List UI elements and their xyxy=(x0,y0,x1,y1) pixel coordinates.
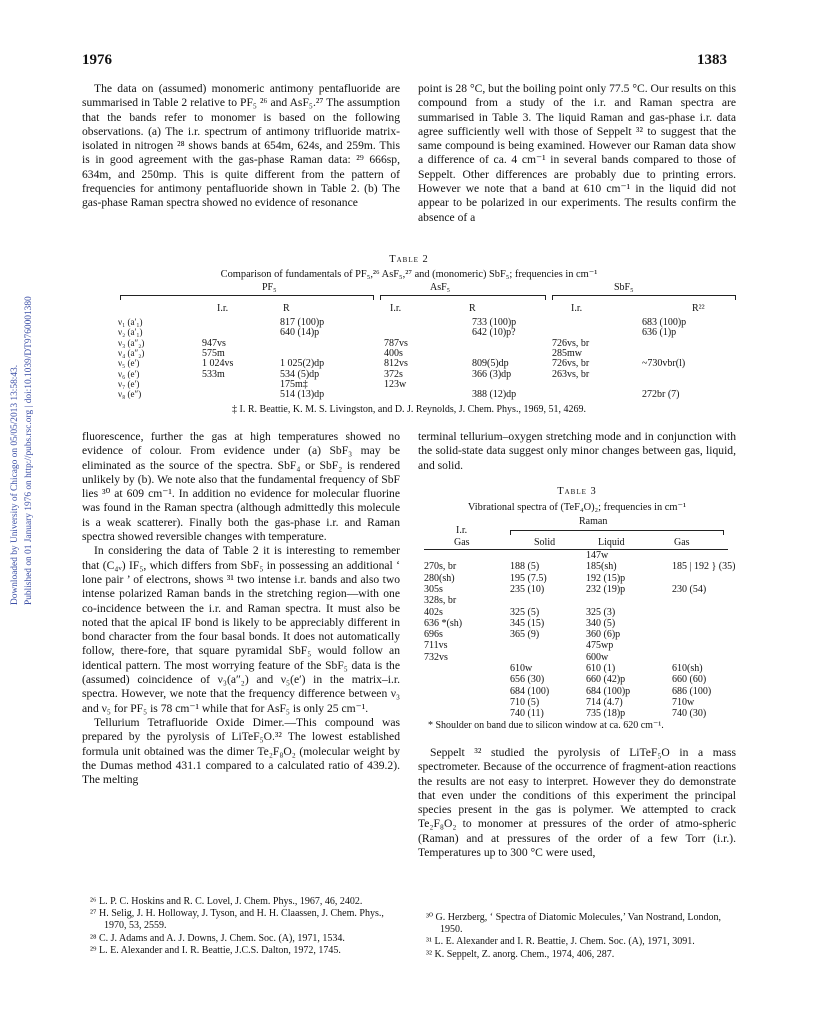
table2-mode: ν₅ (e′) xyxy=(118,358,140,369)
table3-caption: Vibrational spectra of (TeF₄O)₂; frequencies in cm⁻¹ xyxy=(467,502,687,513)
table2-cell: 809(5)dp xyxy=(472,358,509,370)
table3-label: Table 3 xyxy=(557,486,597,497)
table3-cell: 235 (10) xyxy=(510,583,545,595)
table2-brace xyxy=(380,295,546,300)
table2-cell: 400s xyxy=(384,347,403,359)
table2-brace xyxy=(552,295,736,300)
table3-footnote: * Shoulder on band due to silicon window at ca. 620 cm⁻¹. xyxy=(428,720,664,731)
table3-head-gas-raman: Gas xyxy=(674,537,690,548)
mid-right-column xyxy=(418,430,736,473)
table2-mode: ν₄ (a″₂) xyxy=(118,347,145,358)
table2-subhead: R xyxy=(469,303,476,314)
table3 xyxy=(418,516,736,724)
table2-mode: ν₂ (a′₁) xyxy=(118,327,143,338)
table3-cell: 402s xyxy=(424,606,443,618)
table2-label: Table 2 xyxy=(389,254,429,265)
paragraph: The data on (assumed) monomeric antimony pentafluoride are summarised in Table 2 relative to PF₅ ²⁶ and AsF₅.²⁷ The assumption that the bands refer to monomer is based on the following observations. (a) The i.r. spectrum of antimony trifluoride matrix-isolated in nitrogen ²⁸ shows bands at 654m, 624s, and 259m. This is in good agreement with the gas-phase Raman data: ²⁹ 666sp, 634m, and 250mp. This is quite different from the pattern of frequencies for antimony pentafluoride shown in Table 2. (b) The gas-phase Raman spectra showed no evidence of resonance xyxy=(82,82,400,210)
table3-cell: 280(sh) xyxy=(424,572,455,584)
table3-cell: 610 (1) xyxy=(586,663,616,674)
table3-cell: 270s, br xyxy=(424,561,457,573)
table2-cell: 534 (5)dp xyxy=(280,368,320,380)
table2-mode: ν₁ (a′₁) xyxy=(118,317,143,327)
table3-cell: 610w xyxy=(510,663,533,674)
paragraph: terminal tellurium–oxygen stretching mode and in conjunction with the solid-state data suggest only minor changes between gas, liquid, and solid. xyxy=(418,430,736,472)
table3-cell: 710w xyxy=(672,696,695,708)
bottom-right-column xyxy=(418,746,736,860)
table2-cell: 733 (100)p xyxy=(472,317,517,328)
table3-cell: 230 (54) xyxy=(672,583,707,595)
table3-brace xyxy=(510,530,724,535)
table2-cell: 947vs xyxy=(202,337,226,349)
table2-cell: 388 (12)dp xyxy=(472,389,517,401)
table3-raman-head: Raman xyxy=(579,516,608,527)
table2-cell: 787vs xyxy=(384,337,408,349)
table3-cell: 714 (4.7) xyxy=(586,696,623,708)
table2-cell: 272br (7) xyxy=(642,389,680,401)
table2-group-pf5: PF₅ xyxy=(262,282,277,293)
table2-cell: 726vs, br xyxy=(552,358,590,370)
table2-cell: 372s xyxy=(384,368,403,380)
table2-cell: 1 025(2)dp xyxy=(280,358,325,370)
reference: ³² K. Seppelt, Z. anorg. Chem., 1974, 406, 287. xyxy=(426,948,615,960)
reference: ²⁷ H. Selig, J. H. Holloway, J. Tyson, and H. H. Claassen, J. Chem. Phys., 1970, 53, 2559. xyxy=(90,908,384,932)
table2-footnote: ‡ I. R. Beattie, K. M. S. Livingston, and D. J. Reynolds, J. Chem. Phys., 1969, 51, 4269. xyxy=(232,404,586,415)
table2-cell: 263vs, br xyxy=(552,368,590,380)
table3-cell: 345 (15) xyxy=(510,617,545,629)
paragraph: fluorescence, further the gas at high temperatures showed no evidence of colour. From evidence under (a) SbF₃ may be eliminated as the source of the spectra. SbF₄ or SbF₂ is rendered unlikely by (b). We note also that the fundamental frequency of SbF lies ³⁰ at 609 cm⁻¹. In addition no evidence for molecular fluorine was found in the Raman spectra (although admittedly this molecule is a weak scatterer). Finally both the gas-phase i.r. and Raman spectra showed reversible changes with temperature. xyxy=(82,430,400,544)
top-right-column xyxy=(418,82,736,225)
table2-cell: 175m‡ xyxy=(280,378,308,390)
table2-cell: ~730vbr(l) xyxy=(642,358,686,370)
table3-cell: 610(sh) xyxy=(672,663,703,674)
mid-left-column xyxy=(82,430,400,787)
reference: ³⁰ G. Herzberg, ‘ Spectra of Diatomic Molecules,’ Van Nostrand, London, 1950. xyxy=(426,912,721,936)
table2-cell: 683 (100)p xyxy=(642,317,687,328)
reference: ²⁶ L. P. C. Hoskins and R. C. Lovel, J. Chem. Phys., 1967, 46, 2402. xyxy=(90,896,363,907)
table3-cell: 735 (18)p xyxy=(586,708,626,720)
table2-cell: 642 (10)p? xyxy=(472,327,516,339)
reference: ²⁸ C. J. Adams and A. J. Downs, J. Chem. Soc. (A), 1971, 1534. xyxy=(90,932,345,944)
table3-cell: 711vs xyxy=(424,640,448,652)
table3-cell: 232 (19)p xyxy=(586,583,626,595)
table3-cell: 660 (60) xyxy=(672,674,707,686)
references-right xyxy=(418,912,736,961)
table2-group-asf5: AsF₅ xyxy=(430,282,451,293)
table3-cell: 740 (30) xyxy=(672,708,707,720)
table2-cell: 817 (100)p xyxy=(280,317,325,328)
table3-cell: 660 (42)p xyxy=(586,674,626,686)
paragraph: Tellurium Tetrafluoride Oxide Dimer.—This compound was prepared by the pyrolysis of LiTeF₅O.³² The lowest established formula unit obtained was the dimer Te₂F₈O₂ (molecular weight by the Dumas method 431.1 compared to a calculated ratio of 439.2). The melting xyxy=(82,715,400,787)
top-left-column xyxy=(82,82,400,211)
watermark-line-2: Published on 01 January 1976 on http://pubs.rsc.org | doi:10.1039/DT9760001380 xyxy=(24,296,34,605)
watermark-line-1: Downloaded by University of Chicago on 05/05/2013 13:58:43. xyxy=(10,364,20,605)
table3-cell: 185(sh) xyxy=(586,561,617,573)
table3-cell: 360 (6)p xyxy=(586,629,621,641)
table2-mode: ν₇ (e′) xyxy=(118,378,140,389)
table3-cell: 684 (100) xyxy=(510,685,550,697)
table3-cell: 192 (15)p xyxy=(586,572,626,584)
table3-cell: 365 (9) xyxy=(510,629,540,641)
table3-head-ir: I.r. xyxy=(456,525,468,536)
table3-cell: 740 (11) xyxy=(510,708,544,720)
table3-cell: 686 (100) xyxy=(672,685,712,697)
table3-cell: 696s xyxy=(424,629,443,641)
table2-cell: 366 (3)dp xyxy=(472,368,512,380)
table2-cell: 533m xyxy=(202,368,225,380)
table3-cell: 684 (100)p xyxy=(586,685,631,697)
table2-cell: 514 (13)dp xyxy=(280,389,325,401)
paragraph: Seppelt ³² studied the pyrolysis of LiTeF₅O in a mass spectrometer. Because of the occurrence of fragment-ation reactions the results are not easy to interpret. However they do demonstrate that even under the conditions of this experiment the principal species present in the gas is polymer. We attempted to crack Te₂F₈O₂ to monomer at pressures of the order of atmo-spheric (Raman) and at pressures of the order of a few Torr (i.r.). Temperatures up to 300 °C were used, xyxy=(418,746,736,860)
table3-cell: 305s xyxy=(424,583,443,595)
table3-cell: 328s, br xyxy=(424,595,457,607)
table3-cell: 710 (5) xyxy=(510,696,540,708)
table3-cell: 185 | 192 } (35) xyxy=(672,561,736,573)
table2-cell: 726vs, br xyxy=(552,337,590,349)
table3-cell: 147w xyxy=(586,550,609,561)
table3-body xyxy=(418,550,736,722)
table2-cell: 636 (1)p xyxy=(642,327,677,339)
table3-cell: 340 (5) xyxy=(586,617,616,629)
table2-subhead: I.r. xyxy=(390,303,402,314)
table3-cell: 656 (30) xyxy=(510,674,545,686)
left-page-number: 1976 xyxy=(82,52,112,68)
table2-cell: 640 (14)p xyxy=(280,327,320,339)
right-page-number: 1383 xyxy=(697,52,727,68)
reference: ²⁹ L. E. Alexander and I. R. Beattie, J.C.S. Dalton, 1972, 1745. xyxy=(90,944,341,956)
table2-caption: Comparison of fundamentals of PF₅,²⁶ AsF₅,²⁷ and (monomeric) SbF₅; frequencies in cm⁻¹ xyxy=(220,269,598,280)
table2-subhead: R²² xyxy=(692,303,705,314)
table2-mode: ν₆ (e′) xyxy=(118,368,140,379)
table2-cell: 1 024vs xyxy=(202,358,234,370)
table3-cell: 195 (7.5) xyxy=(510,572,547,584)
table2-mode: ν₈ (e″) xyxy=(118,389,142,400)
table2 xyxy=(82,282,736,400)
table3-cell: 325 (5) xyxy=(510,606,540,618)
table3-cell: 732vs xyxy=(424,651,448,663)
table2-cell: 812vs xyxy=(384,358,408,370)
table2-body xyxy=(82,317,736,401)
table2-group-sbf5: SbF₅ xyxy=(614,282,634,293)
table3-cell: 188 (5) xyxy=(510,561,540,573)
table3-head-solid: Solid xyxy=(534,537,556,548)
reference: ³¹ L. E. Alexander and I. R. Beattie, J. Chem. Soc. (A), 1971, 3091. xyxy=(426,936,695,948)
table3-head-gas: Gas xyxy=(454,537,470,548)
table3-cell: 325 (3) xyxy=(586,606,616,618)
table3-cell: 600w xyxy=(586,651,609,663)
download-watermark xyxy=(10,255,34,605)
table3-cell: 475wp xyxy=(586,640,614,652)
table2-cell: 285mw xyxy=(552,347,582,359)
table2-brace xyxy=(120,295,374,300)
table2-subhead: I.r. xyxy=(571,303,583,314)
paragraph: In considering the data of Table 2 it is interesting to remember that (C₄ᵥ) IF₅, which differs from SbF₅ in possessing an additional ‘ lone pair ’ of electrons, shows ³¹ two intense i.r. bands and also two intense polarized Raman bands in the stretching region—with one co-incidence between the i.r. and Raman spectra. It must also be noted that the apical IF bond is likely to be appreciably different in bond character from the four basal bonds. It does not automatically follow, there-fore, that square pyramidal SbF₅ would follow an identical pattern. The most worrying feature of the SbF₅ data is the (assumed) coincidence of ν₃(a″₂) and ν₅(e′) in the matrix–i.r. spectra. However, we note that the frequency difference between ν₃ and ν₅ for PF₅ is 78 cm⁻¹ while that for AsF₅ is only 25 cm⁻¹. xyxy=(82,544,400,715)
table2-subhead: R xyxy=(283,303,290,314)
table2-cell: 123w xyxy=(384,378,407,390)
table2-mode: ν₃ (a″₂) xyxy=(118,337,145,348)
table3-head-liquid: Liquid xyxy=(598,537,625,548)
references-left xyxy=(82,896,400,957)
paragraph: point is 28 °C, but the boiling point only 77.5 °C. Our results on this compound from a study of the i.r. and Raman spectra are summarised in Table 3. The liquid Raman and gas-phase i.r. data agree sufficiently well with those of Seppelt ³² to suggest that the same compound is being examined. However our Raman data show a difference of ca. 4 cm⁻¹ in several bands compared to those of Seppelt. Other differences are probably due to printing errors. However we note that a band at 610 cm⁻¹ in the liquid did not appear to be polarized in our experiments. The results confirm the absence of a xyxy=(418,82,736,224)
table2-cell: 575m xyxy=(202,347,225,359)
table3-cell: 636 *(sh) xyxy=(424,617,463,629)
table2-subhead: I.r. xyxy=(217,303,229,314)
